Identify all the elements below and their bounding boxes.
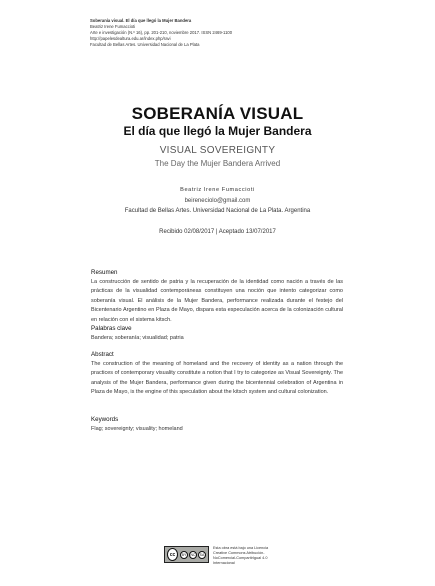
license-line: Internacional bbox=[213, 561, 235, 565]
header-url[interactable]: http://papelesdealtura.edu.ar/index.php/ravi bbox=[90, 36, 171, 41]
cc-by-icon: BY bbox=[181, 552, 187, 557]
abstract-text: The construction of the meaning of homeland and the recovery of identity as a nation through the practices of contemporary visuality constitute a notion that I try to categorize as Visual Sovereignty. The analysis of the Mujer Bandera, performance given during the bicentennial celebration of Argentina in Plaza de Mayo, is the engine of this speculation about the kitsch system and cultural colonization. bbox=[91, 360, 343, 396]
resumen-section bbox=[91, 268, 343, 326]
keywords-section bbox=[91, 415, 343, 434]
resumen-text: La construcción de sentido de patria y la recuperación de la identidad como nación a través de las prácticas de la visualidad contemporáneas constituyen una noción que intento categorizar como soberanía visual. El análisis de la Mujer Bandera, performance realizada durante el festejo del Bicentenario Argentino en Plaza de Mayo, dispara esta especulación acerca de la colonización cultural en relación con el sistema kitsch. bbox=[91, 278, 343, 323]
article-dates: Recibido 02/08/2017 | Aceptado 13/07/2017 bbox=[159, 229, 276, 235]
palabras-section bbox=[91, 324, 343, 343]
article-title-en: VISUAL SOVEREIGNTY bbox=[159, 145, 276, 156]
license-block bbox=[164, 546, 283, 566]
palabras-label: Palabras clave bbox=[91, 325, 132, 332]
journal-header bbox=[90, 18, 390, 48]
keywords-label: Keywords bbox=[91, 416, 119, 423]
cc-sa-icon: SA bbox=[199, 552, 205, 557]
header-article-title: Soberanía visual. El día que llegó la Mujer Bandera bbox=[90, 18, 192, 23]
author-email[interactable]: beireneciolo@gmail.com bbox=[184, 198, 251, 204]
cc-icon: cc bbox=[167, 548, 178, 561]
license-line: NoComercial-CompartirIgual 4.0 bbox=[213, 556, 268, 560]
author-name: Beatriz Irene Fumaccioti bbox=[180, 187, 255, 193]
author-affiliation: Facultad de Bellas Artes. Universidad Nacional de La Plata. Argentina bbox=[124, 208, 311, 214]
abstract-section bbox=[91, 350, 343, 398]
article-title: SOBERANÍA VISUAL bbox=[131, 104, 304, 123]
header-author: Beatriz Irene Fumaccioti bbox=[90, 24, 136, 29]
header-citation: Arte e investigación (N.º 16), pp. 201-210, noviembre 2017. ISSN 2469-1100 bbox=[90, 30, 233, 35]
keywords-text: Flag; sovereignty; visuality; homeland bbox=[91, 425, 183, 432]
license-line: Creative Commons Atribución- bbox=[213, 551, 265, 555]
cc-license-badge[interactable] bbox=[164, 546, 209, 563]
resumen-label: Resumen bbox=[91, 269, 118, 276]
header-institution: Facultad de Bellas Artes. Universidad Nacional de La Plata bbox=[90, 42, 200, 47]
palabras-text: Bandera; soberanía; visualidad; patria bbox=[91, 334, 184, 341]
article-subtitle: El día que llegó la Mujer Bandera bbox=[123, 124, 312, 138]
license-text bbox=[213, 546, 283, 566]
abstract-label: Abstract bbox=[91, 351, 114, 358]
article-subtitle-en: The Day the Mujer Bandera Arrived bbox=[154, 159, 281, 168]
cc-nc-icon: NC bbox=[190, 552, 196, 557]
license-line: Esta obra está bajo una Licencia bbox=[213, 546, 269, 550]
